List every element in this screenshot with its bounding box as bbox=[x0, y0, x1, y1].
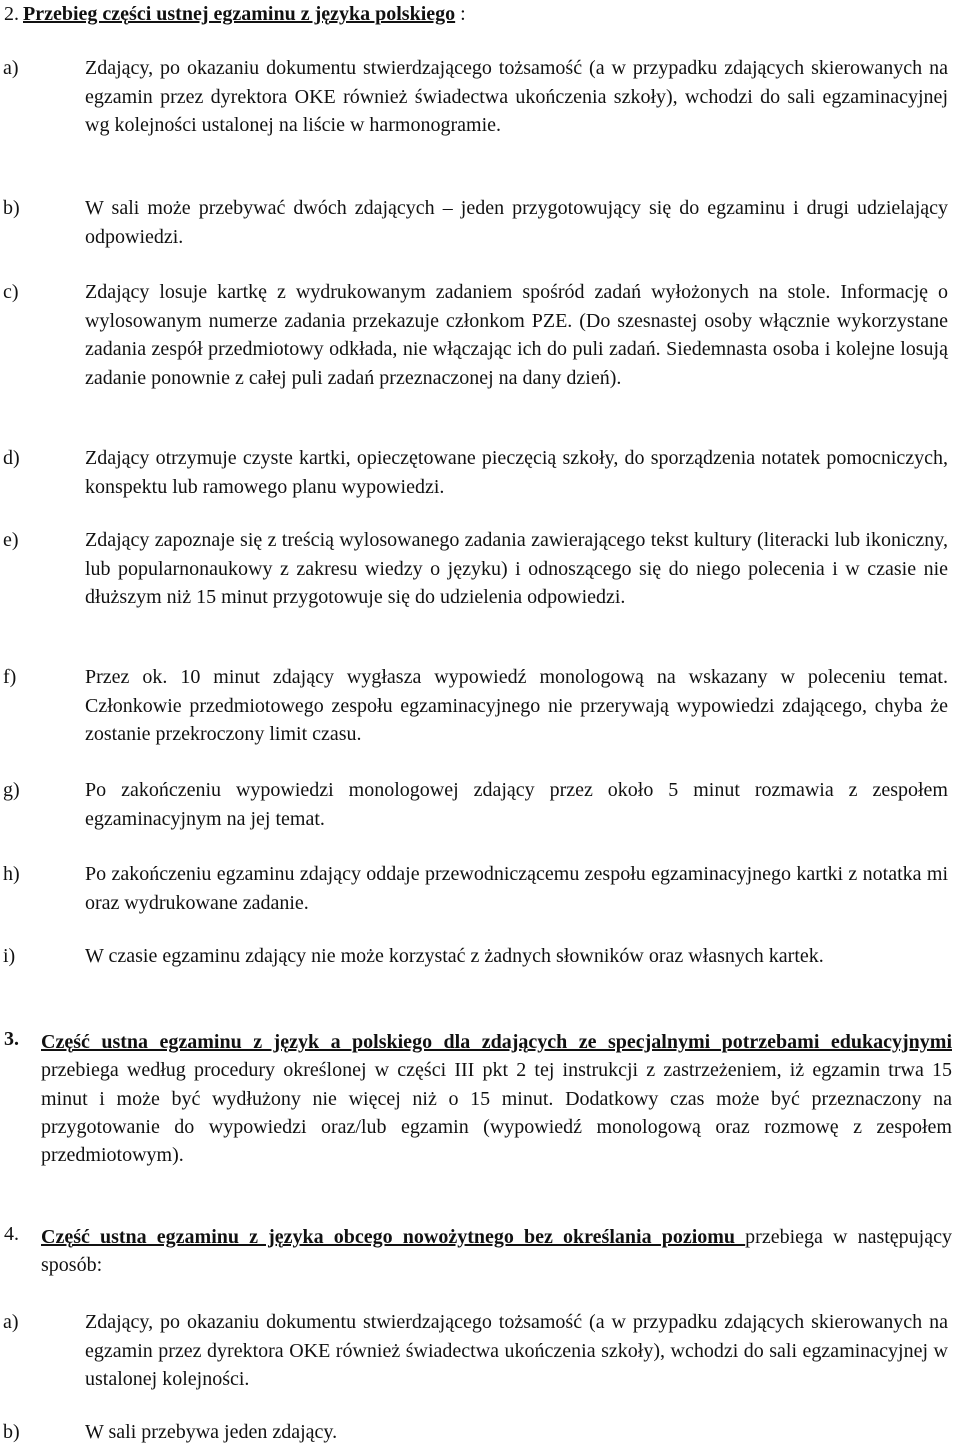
item-label: f) bbox=[3, 666, 17, 688]
item-label: h) bbox=[3, 863, 20, 885]
item-text: Zdający, po okazaniu dokumentu stwierdzającego tożsamość (a w przypadku zdających skierowanych na egzamin przez dyrektora OKE również świadectwa ukończenia szkoły), wchodzi do sali egzaminacyjnej wg kolejności ustalonej na liście w harmonogramie. bbox=[85, 57, 948, 136]
item-label: c) bbox=[3, 281, 19, 303]
item-label: g) bbox=[3, 779, 20, 801]
list-item-2f bbox=[3, 663, 948, 749]
item-label: a) bbox=[3, 57, 19, 79]
item-text: W czasie egzaminu zdający nie może korzystać z żadnych słowników oraz własnych kartek. bbox=[85, 945, 824, 967]
section-3-title: Część ustna egzaminu z język a polskiego dla zdających ze specjalnymi potrzebami edukacyjnymi bbox=[41, 1031, 952, 1053]
item-label: b) bbox=[3, 1421, 20, 1443]
item-text: Po zakończeniu egzaminu zdający oddaje przewodniczącemu zespołu egzaminacyjnego kartki z notatka mi oraz wydrukowane zadanie. bbox=[85, 863, 948, 914]
section-3-text: przebiega według procedury określonej w części III pkt 2 tej instrukcji z zastrzeżeniem, iż egzamin trwa 15 minut i może być wydłużony nie więcej niż o 15 minut. Dodatkowy czas może być przeznaczony na przygotowanie do wypowiedzi oraz/lub egzamin (wypowiedź monologową oraz rozmowę z zespołem przedmiotowym). bbox=[41, 1059, 952, 1167]
list-item-4b bbox=[3, 1418, 948, 1447]
list-item-2b bbox=[3, 194, 948, 251]
item-text: Zdający zapoznaje się z treścią wylosowanego zadania zawierającego tekst kultury (literacki lub ikoniczny, lub popularnonaukowy z zakresu wiedzy o języku) i odnoszącego się do niego polecenia i w czasie nie dłuższym niż 15 minut przygotowuje się do udzielenia odpowiedzi. bbox=[85, 529, 948, 608]
list-item-2i bbox=[3, 942, 948, 971]
section-4-title: Część ustna egzaminu z języka obcego nowożytnego bez określania poziomu bbox=[41, 1226, 746, 1248]
list-item-2c bbox=[3, 278, 948, 392]
item-label: a) bbox=[3, 1311, 19, 1333]
list-item-2a bbox=[3, 54, 948, 140]
list-item-4a bbox=[3, 1308, 948, 1394]
item-label: i) bbox=[3, 945, 16, 967]
item-text: Przez ok. 10 minut zdający wygłasza wypowiedź monologową na wskazany w poleceniu temat. Członkowie przedmiotowego zespołu egzaminacyjnego nie przerywają wypowiedzi zdającego, chyba że zostanie przekroczony limit czasu. bbox=[85, 666, 948, 745]
list-item-2g bbox=[3, 776, 948, 833]
item-text: W sali może przebywać dwóch zdających – jeden przygotowujący się do egzaminu i drugi udzielający odpowiedzi. bbox=[85, 197, 948, 248]
item-text: Zdający losuje kartkę z wydrukowanym zadaniem spośród zadań wyłożonych na stole. Informację o wylosowanym numerze zadania przekazuje członkom PZE. (Do szesnastej osoby włącznie wykorzystane zadania zespół przedmiotowy odkłada, nie włączając ich do puli zadań. Siedemnasta osoba i kolejne losują zadanie ponownie z całej puli zadań przeznaczonej na dany dzień). bbox=[85, 281, 948, 389]
section-2-suffix: : bbox=[455, 3, 466, 25]
list-item-2d bbox=[3, 444, 948, 501]
item-text: Zdający, po okazaniu dokumentu stwierdzającego tożsamość (a w przypadku zdających skierowanych na egzamin przez dyrektora OKE również świadectwa ukończenia szkoły), wchodzi do sali egzaminacyjnej w ustalonej kolejności. bbox=[85, 1311, 948, 1390]
list-item-2e bbox=[3, 526, 948, 612]
item-text: W sali przebywa jeden zdający. bbox=[85, 1421, 338, 1443]
section-2-title: Przebieg części ustnej egzaminu z języka polskiego bbox=[23, 3, 456, 25]
section-4-number: 4. bbox=[4, 1223, 19, 1245]
list-item-2h bbox=[3, 860, 948, 917]
section-2-heading bbox=[4, 0, 956, 28]
section-4 bbox=[4, 1223, 952, 1280]
section-4-text: przebiega w następujący sposób: bbox=[41, 1226, 952, 1277]
section-3 bbox=[4, 1028, 952, 1169]
item-text: Po zakończeniu wypowiedzi monologowej zdający przez około 5 minut rozmawia z zespołem egzaminacyjnym na jej temat. bbox=[85, 779, 948, 830]
item-label: b) bbox=[3, 197, 20, 219]
section-2-number: 2. bbox=[4, 3, 19, 25]
item-text: Zdający otrzymuje czyste kartki, opieczętowane pieczęcią szkoły, do sporządzenia notatek pomocniczych, konspektu lub ramowego planu wypowiedzi. bbox=[85, 447, 948, 498]
item-label: d) bbox=[3, 447, 20, 469]
section-3-number: 3. bbox=[4, 1028, 19, 1050]
item-label: e) bbox=[3, 529, 19, 551]
